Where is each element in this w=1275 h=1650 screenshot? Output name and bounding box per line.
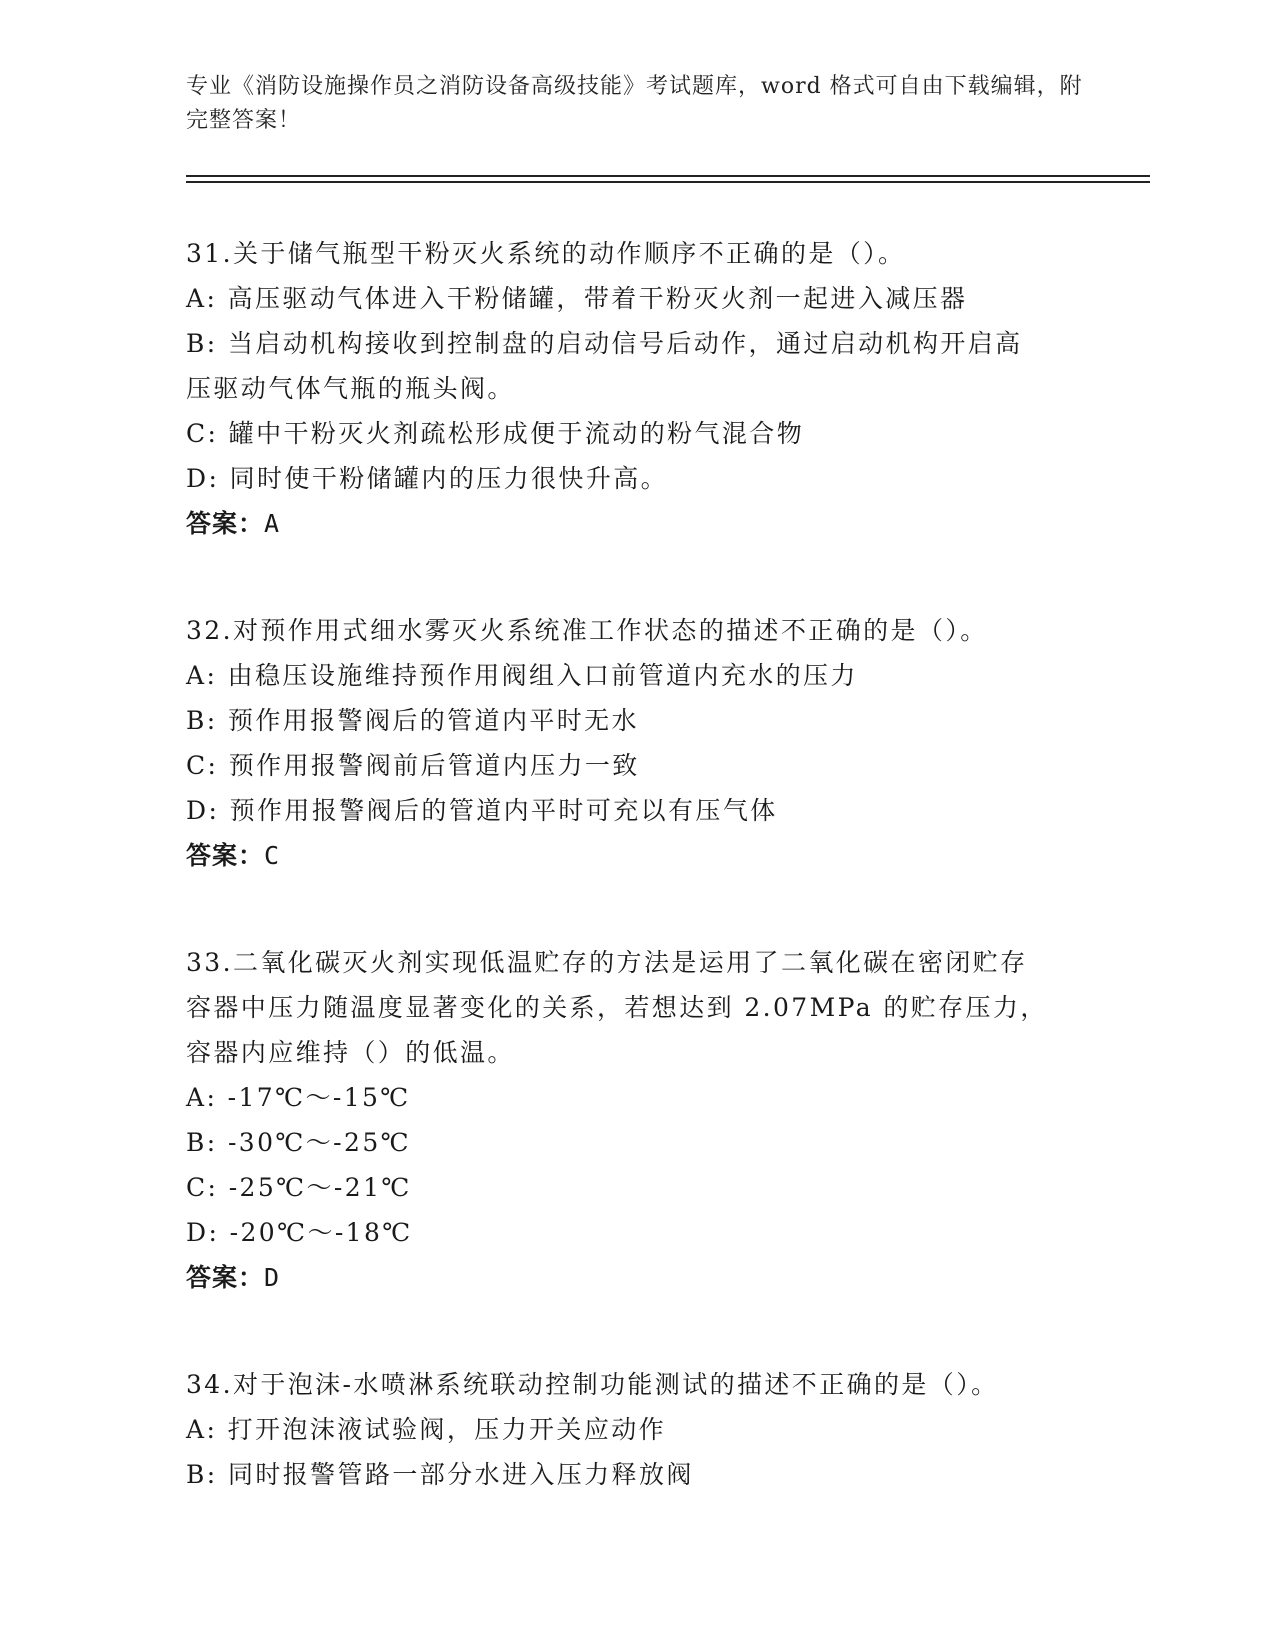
answer-label: 答案： bbox=[186, 1263, 265, 1292]
question-block bbox=[186, 231, 1086, 546]
question-stem-line: 32.对预作用式细水雾灭火系统准工作状态的描述不正确的是（）。 bbox=[186, 616, 988, 645]
answer-option: B: -30℃～-25℃ bbox=[186, 1128, 411, 1157]
answer-option: A: 打开泡沫液试验阀，压力开关应动作 bbox=[186, 1415, 667, 1444]
answer-option: C: 预作用报警阀前后管道内压力一致 bbox=[186, 751, 640, 780]
question-block bbox=[186, 1362, 1086, 1497]
answer-option: A: -17℃～-15℃ bbox=[186, 1083, 411, 1112]
correct-answer bbox=[186, 501, 1086, 546]
question-stem-line: 31.关于储气瓶型干粉灭火系统的动作顺序不正确的是（）。 bbox=[186, 239, 906, 268]
answer-option: A: 由稳压设施维持预作用阀组入口前管道内充水的压力 bbox=[186, 661, 858, 690]
answer-option: A: 高压驱动气体进入干粉储罐，带着干粉灭火剂一起进入减压器 bbox=[186, 284, 968, 313]
question-stem-line: 34.对于泡沫-水喷淋系统联动控制功能测试的描述不正确的是（）。 bbox=[186, 1370, 999, 1399]
correct-answer bbox=[186, 1255, 1086, 1300]
answer-value: C bbox=[264, 841, 281, 870]
correct-answer bbox=[186, 833, 1086, 878]
header-divider-bottom bbox=[186, 181, 1150, 183]
answer-option: D: -20℃～-18℃ bbox=[186, 1218, 413, 1247]
answer-option: B: 预作用报警阀后的管道内平时无水 bbox=[186, 706, 639, 735]
answer-option: D: 同时使干粉储罐内的压力很快升高。 bbox=[186, 464, 669, 493]
answer-value: D bbox=[264, 1263, 281, 1292]
answer-option: D: 预作用报警阀后的管道内平时可充以有压气体 bbox=[186, 796, 778, 825]
question-stem-line: 容器中压力随温度显著变化的关系，若想达到 2.07MPa 的贮存压力， bbox=[186, 993, 1048, 1022]
answer-option: C: -25℃～-21℃ bbox=[186, 1173, 412, 1202]
question-block bbox=[186, 608, 1086, 878]
answer-label: 答案： bbox=[186, 841, 265, 870]
question-list bbox=[186, 231, 1086, 1559]
answer-value: A bbox=[264, 509, 281, 538]
answer-option: 压驱动气体气瓶的瓶头阀。 bbox=[186, 374, 515, 403]
header-divider-top bbox=[186, 175, 1150, 177]
question-stem-line: 容器内应维持（）的低温。 bbox=[186, 1038, 515, 1067]
document-header: 专业《消防设施操作员之消防设备高级技能》考试题库，word 格式可自由下载编辑，附完整答案！ bbox=[186, 74, 1083, 133]
answer-label: 答案： bbox=[186, 509, 265, 538]
answer-option: B: 同时报警管路一部分水进入压力释放阀 bbox=[186, 1460, 694, 1489]
answer-option: B: 当启动机构接收到控制盘的启动信号后动作，通过启动机构开启高 bbox=[186, 329, 1023, 358]
answer-option: C: 罐中干粉灭火剂疏松形成便于流动的粉气混合物 bbox=[186, 419, 805, 448]
question-stem-line: 33.二氧化碳灭火剂实现低温贮存的方法是运用了二氧化碳在密闭贮存 bbox=[186, 948, 1028, 977]
question-block bbox=[186, 940, 1086, 1300]
